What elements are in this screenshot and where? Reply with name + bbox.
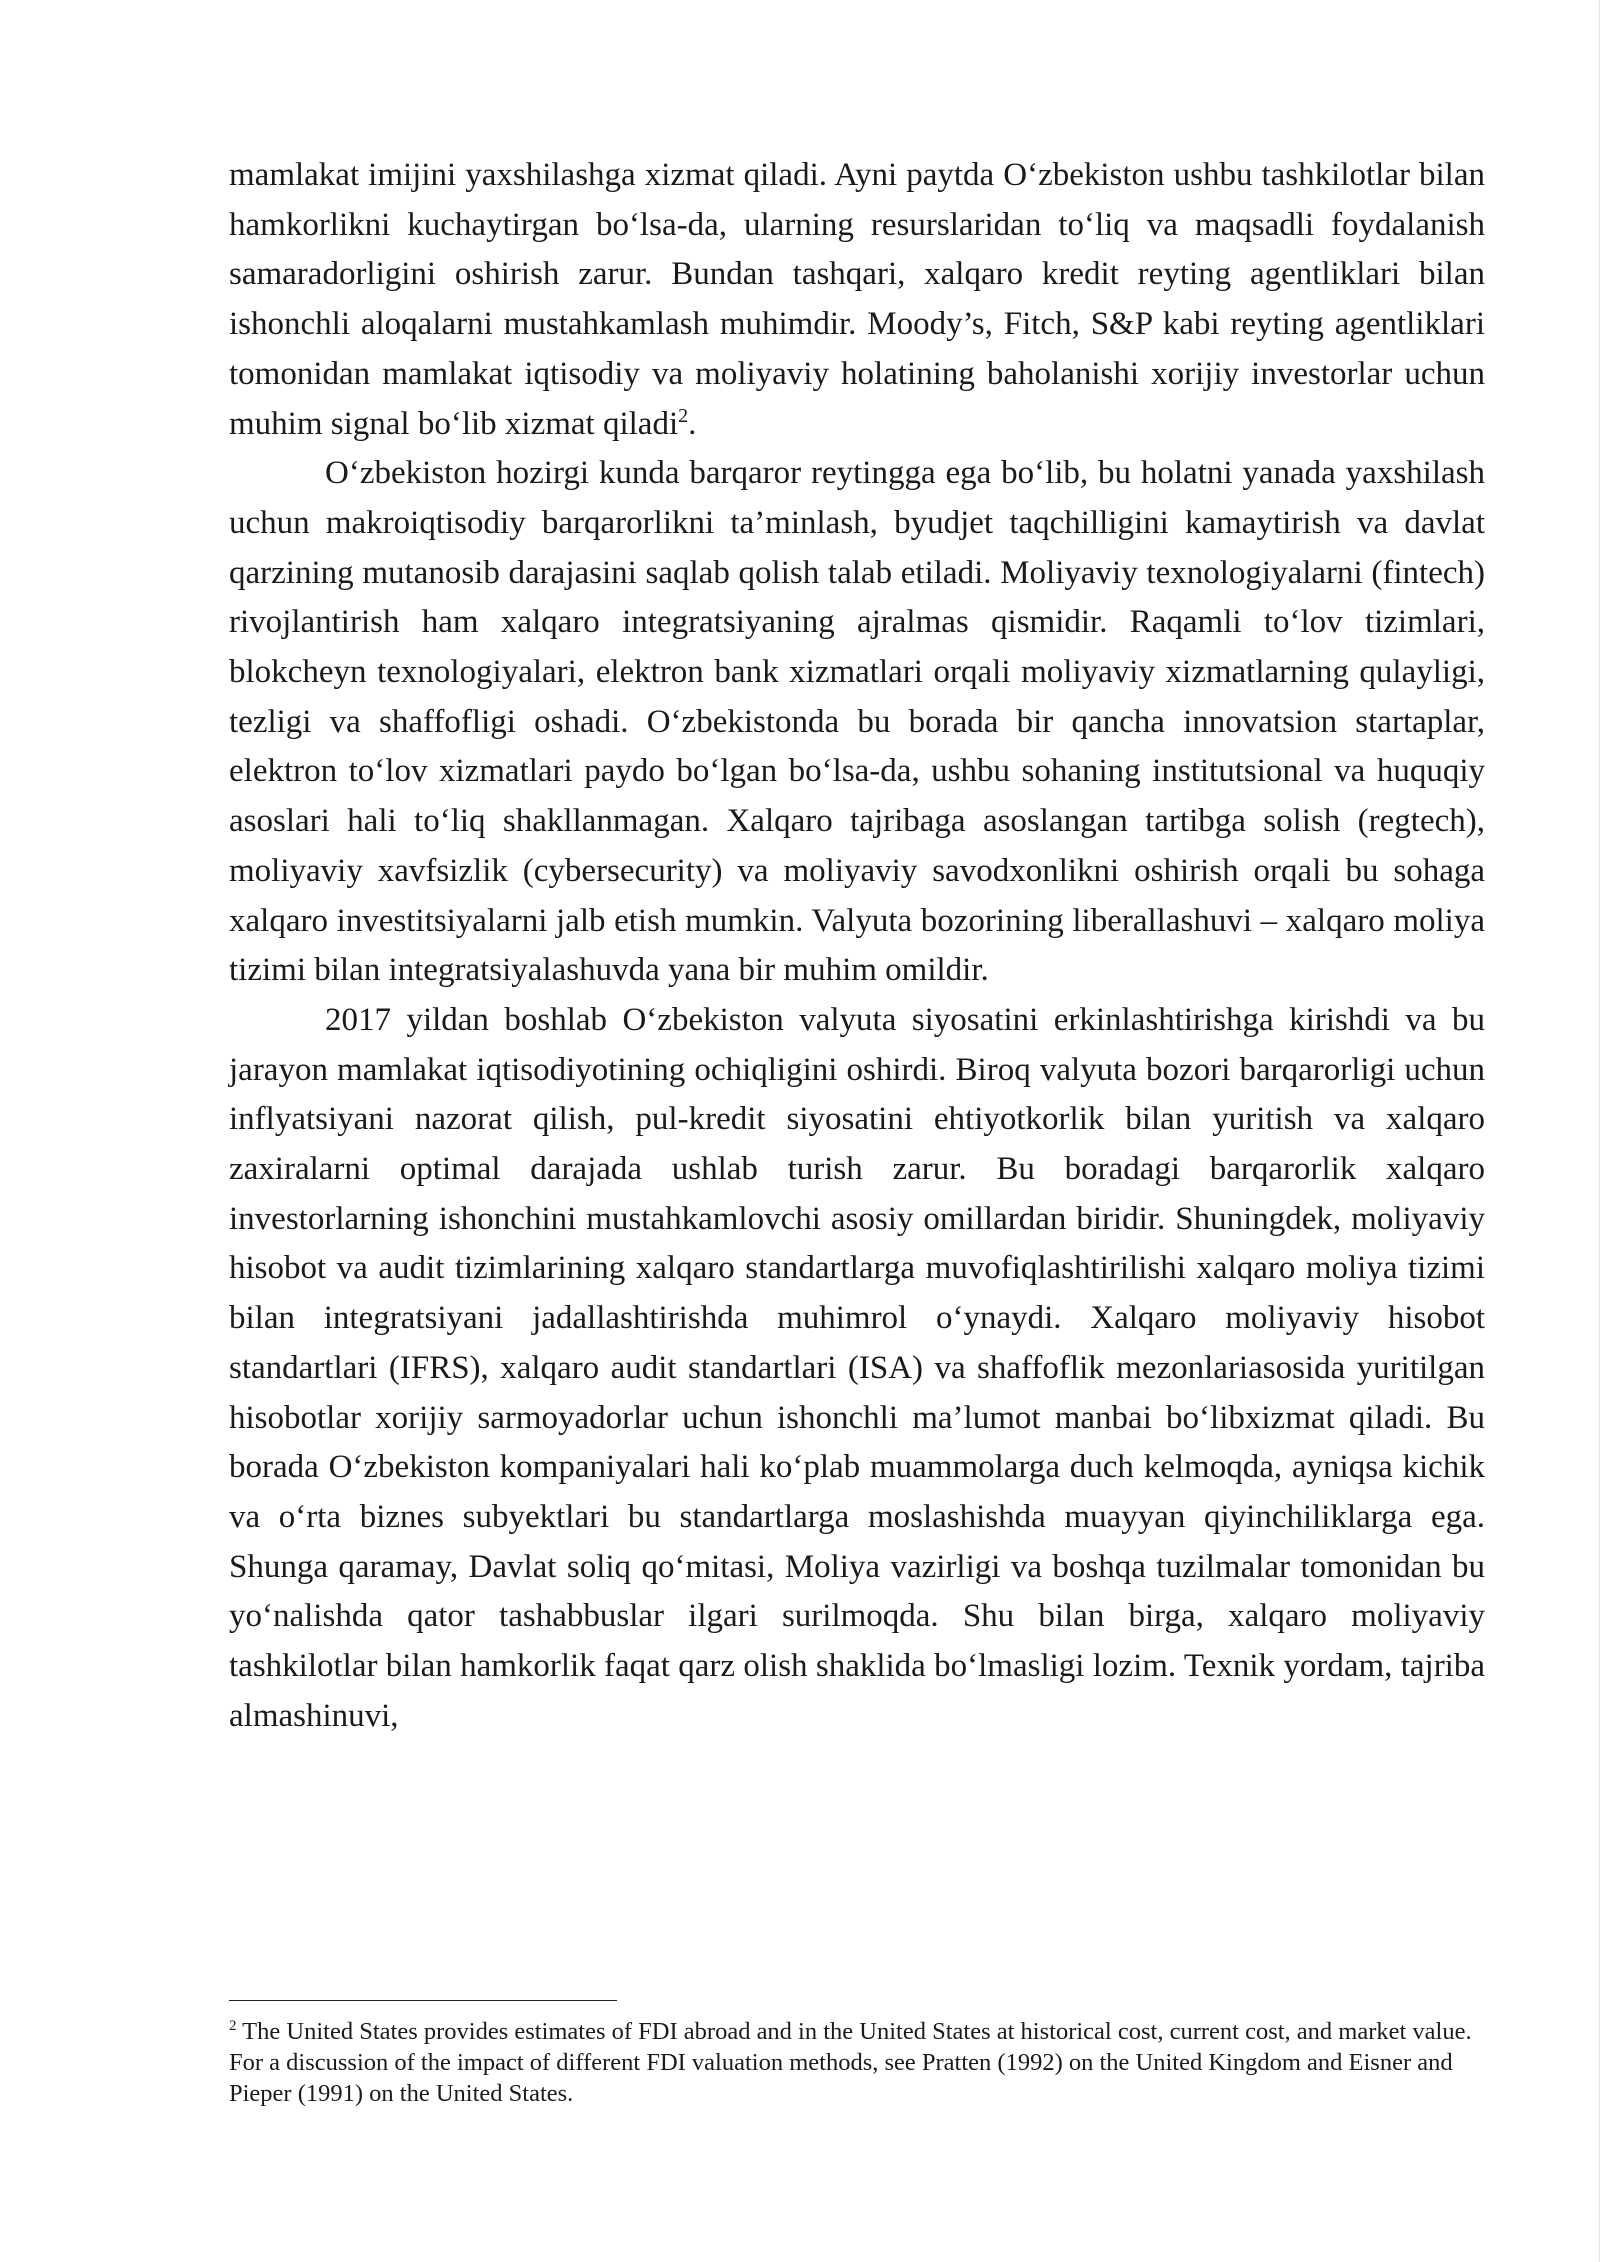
footnote-marker: 2 [229, 2017, 237, 2034]
paragraph-1 [229, 151, 1485, 449]
body-text [229, 151, 1485, 1742]
footnote-separator [229, 2000, 617, 2001]
footnote-reference[interactable]: 2 [678, 404, 689, 427]
paragraph-text-end: . [688, 405, 697, 442]
paragraph-3: 2017 yildan boshlab O‘zbekiston valyuta siyosatini erkinlashtirishga kirishdi va bu jarayon mamlakat iqtisodiyotining ochiqligini oshirdi. Biroq valyuta bozori barqarorligi uchun inflyatsiyani nazorat qilish, pul-kredit siyosatini ehtiyotkorlik bilan yuritish va xalqaro zaxiralarni optimal darajada ushlab turish zarur. Bu boradagi barqarorlik xalqaro investorlarning ishonchini mustahkamlovchi asosiy omillardan biridir. Shuningdek, moliyaviy hisobot va audit tizimlarining xalqaro standartlarga muvofiqlashtirilishi xalqaro moliya tizimi bilan integratsiyani jadallashtirishda muhimrol o‘ynaydi. Xalqaro moliyaviy hisobot standartlari (IFRS), xalqaro audit standartlari (ISA) va shaffoflik mezonlariasosida yuritilgan hisobotlar xorijiy sarmoyadorlar uchun ishonchli ma’lumot manbai bo‘libxizmat qiladi. Bu borada O‘zbekiston kompaniyalari hali ko‘plab muammolarga duch kelmoqda, ayniqsa kichik va o‘rta biznes subyektlari bu standartlarga moslashishda muayyan qiyinchiliklarga ega. Shunga qaramay, Davlat soliq qo‘mitasi, Moliya vazirligi va boshqa tuzilmalar tomonidan bu yo‘nalishda qator tashabbuslar ilgari surilmoqda. Shu bilan birga, xalqaro moliyaviy tashkilotlar bilan hamkorlik faqat qarz olish shaklida bo‘lmasligi lozim. Texnik yordam, tajriba almashinuvi, [229, 1001, 1485, 1734]
footnote-text: The United States provides estimates of FDI abroad and in the United States at historical cost, current cost, and market value. For a discussion of the impact of different FDI valuation methods, see Pratten (1992) on the United Kingdom and Eisner and Pieper (1991) on the United States. [229, 2018, 1472, 2107]
paragraph-2: O‘zbekiston hozirgi kunda barqaror reytingga ega bo‘lib, bu holatni yanada yaxshilash uchun makroiqtisodiy barqarorlikni ta’minlash, byudjet taqchilligini kamaytirish va davlat qarzining mutanosib darajasini saqlab qolish talab etiladi. Moliyaviy texnologiyalarni (fintech) rivojlantirish ham xalqaro integratsiyaning ajralmas qismidir. Raqamli to‘lov tizimlari, blokcheyn texnologiyalari, elektron bank xizmatlari orqali moliyaviy xizmatlarning qulayligi, tezligi va shaffofligi oshadi. O‘zbekistonda bu borada bir qancha innovatsion startaplar, elektron to‘lov xizmatlari paydo bo‘lgan bo‘lsa-da, ushbu sohaning institutsional va huquqiy asoslari hali to‘liq shakllanmagan. Xalqaro tajribaga asoslangan tartibga solish (regtech), moliyaviy xavfsizlik (cybersecurity) va moliyaviy savodxonlikni oshirish orqali bu sohaga xalqaro investitsiyalarni jalb etish mumkin. Valyuta bozorining liberallashuvi – xalqaro moliya tizimi bilan integratsiyalashuvda yana bir muhim omildir. [229, 455, 1485, 989]
paragraph-text: mamlakat imijini yaxshilashga xizmat qiladi. Ayni paytda O‘zbekiston ushbu tashkilotlar bilan hamkorlikni kuchaytirgan bo‘lsa-da, ularning resurslaridan to‘liq va maqsadli foydalanish samaradorligini oshirish zarur. Bundan tashqari, xalqaro kredit reyting agentliklari bilan ishonchli aloqalarni mustahkamlash muhimdir. Moody’s, Fitch, S&P kabi reyting agentliklari tomonidan mamlakat iqtisodiy va moliyaviy holatining baholanishi xorijiy investorlar uchun muhim signal bo‘lib xizmat qiladi [229, 157, 1485, 442]
footnote [229, 2016, 1485, 2109]
